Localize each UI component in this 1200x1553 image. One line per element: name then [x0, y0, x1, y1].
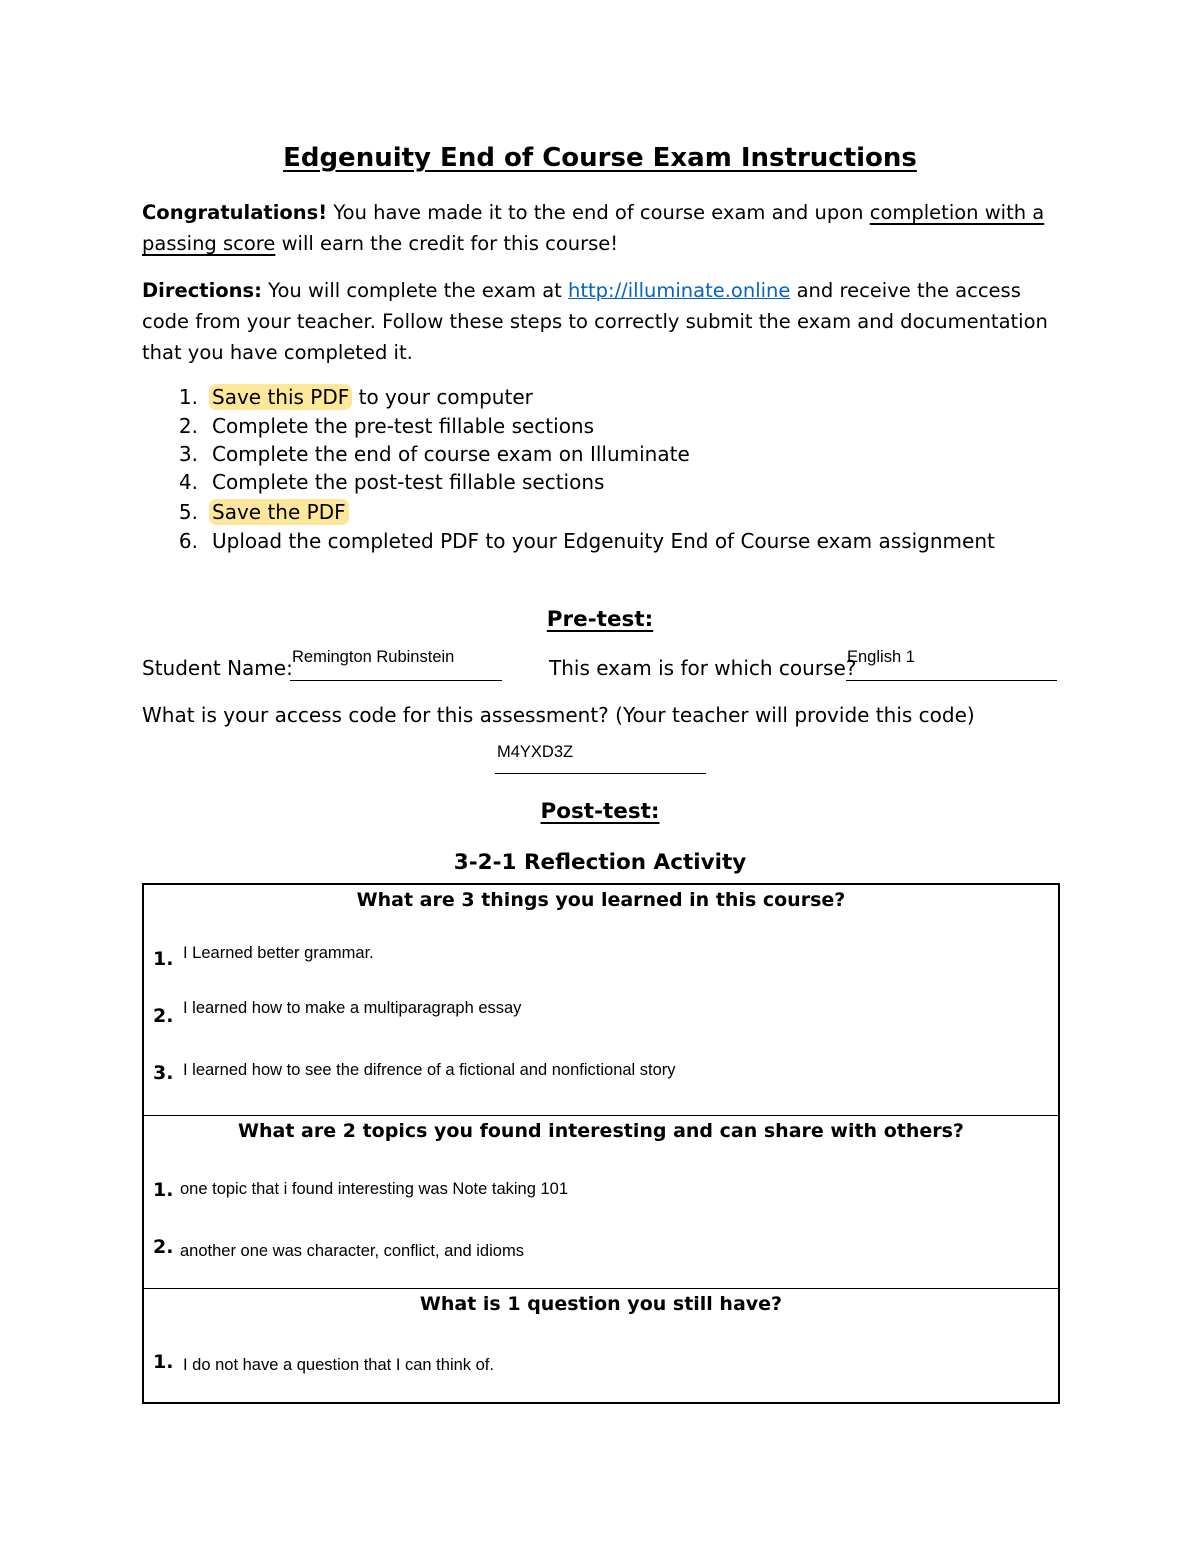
directions-line-3: that you have completed it. — [142, 341, 413, 364]
illuminate-link[interactable]: http://illuminate.online — [568, 279, 791, 302]
step-item — [0, 500, 1200, 529]
reflection-section-learned — [144, 885, 1058, 1115]
step-item — [0, 442, 1200, 471]
intro-underline-1: completion with a — [869, 201, 1045, 224]
reflection-table — [142, 883, 1060, 1404]
course-field[interactable]: English 1 — [847, 648, 915, 666]
step-highlight: Save this PDF — [209, 384, 352, 410]
answer-field[interactable]: I Learned better grammar. — [183, 944, 374, 962]
step-text: Complete the pre-test fillable sections — [212, 414, 595, 438]
step-item — [0, 414, 1200, 443]
answer-number: 2. — [153, 1236, 174, 1258]
intro-text-1: You have made it to the end of course exam and upon — [327, 201, 870, 224]
directions-line-2: code from your teacher. Follow these steps to correctly submit the exam and documentation — [142, 310, 1048, 333]
step-number: 6. — [178, 529, 198, 553]
step-item — [0, 385, 1200, 414]
answer-field[interactable]: I learned how to make a multiparagraph essay — [183, 999, 522, 1017]
step-text: Complete the end of course exam on Illuminate — [212, 442, 690, 466]
directions-text-1: You will complete the exam at — [261, 279, 568, 302]
reflection-section-question — [144, 1288, 1058, 1403]
access-code-field[interactable]: M4YXD3Z — [497, 743, 574, 761]
posttest-heading: Post-test: — [540, 799, 660, 824]
answer-field[interactable]: I do not have a question that I can think of. — [183, 1356, 494, 1374]
answer-field[interactable]: I learned how to see the difrence of a fictional and nonfictional story — [183, 1061, 676, 1079]
reflection-question: What are 2 topics you found interesting and can share with others? — [238, 1120, 964, 1142]
course-field-line — [846, 680, 1057, 681]
reflection-question: What are 3 things you learned in this course? — [356, 889, 846, 911]
reflection-activity-title: 3-2-1 Reflection Activity — [453, 850, 747, 875]
intro-line-2 — [142, 228, 618, 259]
step-number: 1. — [178, 385, 198, 409]
answer-number: 1. — [153, 948, 174, 970]
student-name-label: Student Name: — [142, 656, 293, 680]
answer-number: 1. — [153, 1179, 174, 1201]
step-highlight: Save the PDF — [209, 499, 349, 525]
access-code-field-line — [495, 773, 706, 774]
directions-label: Directions: — [142, 279, 262, 302]
intro-text-2: will earn the credit for this course! — [275, 232, 619, 255]
intro-line-1 — [142, 197, 1044, 228]
answer-field[interactable]: one topic that i found interesting was Note taking 101 — [180, 1180, 568, 1198]
step-number: 3. — [178, 442, 198, 466]
step-text: to your computer — [352, 385, 533, 409]
answer-number: 3. — [153, 1062, 174, 1084]
course-label: This exam is for which course? — [549, 656, 857, 680]
directions-text-2: and receive the access — [790, 279, 1021, 302]
page-title: Edgenuity End of Course Exam Instructions — [283, 143, 917, 173]
intro-underline-2: passing score — [142, 232, 276, 255]
step-number: 2. — [178, 414, 198, 438]
step-item — [0, 470, 1200, 499]
access-code-label: What is your access code for this assessment? (Your teacher will provide this code) — [142, 703, 975, 727]
directions-line-1 — [142, 275, 1021, 306]
answer-field[interactable]: another one was character, conflict, and idioms — [180, 1242, 524, 1260]
step-number: 5. — [178, 500, 198, 524]
answer-number: 1. — [153, 1351, 174, 1373]
student-name-field-line — [290, 680, 502, 681]
student-name-field[interactable]: Remington Rubinstein — [292, 648, 455, 666]
answer-number: 2. — [153, 1005, 174, 1027]
intro-lead: Congratulations! — [142, 201, 328, 224]
step-text: Complete the post-test fillable sections — [212, 470, 605, 494]
step-item — [0, 529, 1200, 558]
reflection-question: What is 1 question you still have? — [419, 1293, 783, 1315]
pretest-heading: Pre-test: — [546, 607, 654, 632]
reflection-section-topics — [144, 1115, 1058, 1289]
step-number: 4. — [178, 470, 198, 494]
step-text: Upload the completed PDF to your Edgenuity End of Course exam assignment — [212, 529, 995, 553]
